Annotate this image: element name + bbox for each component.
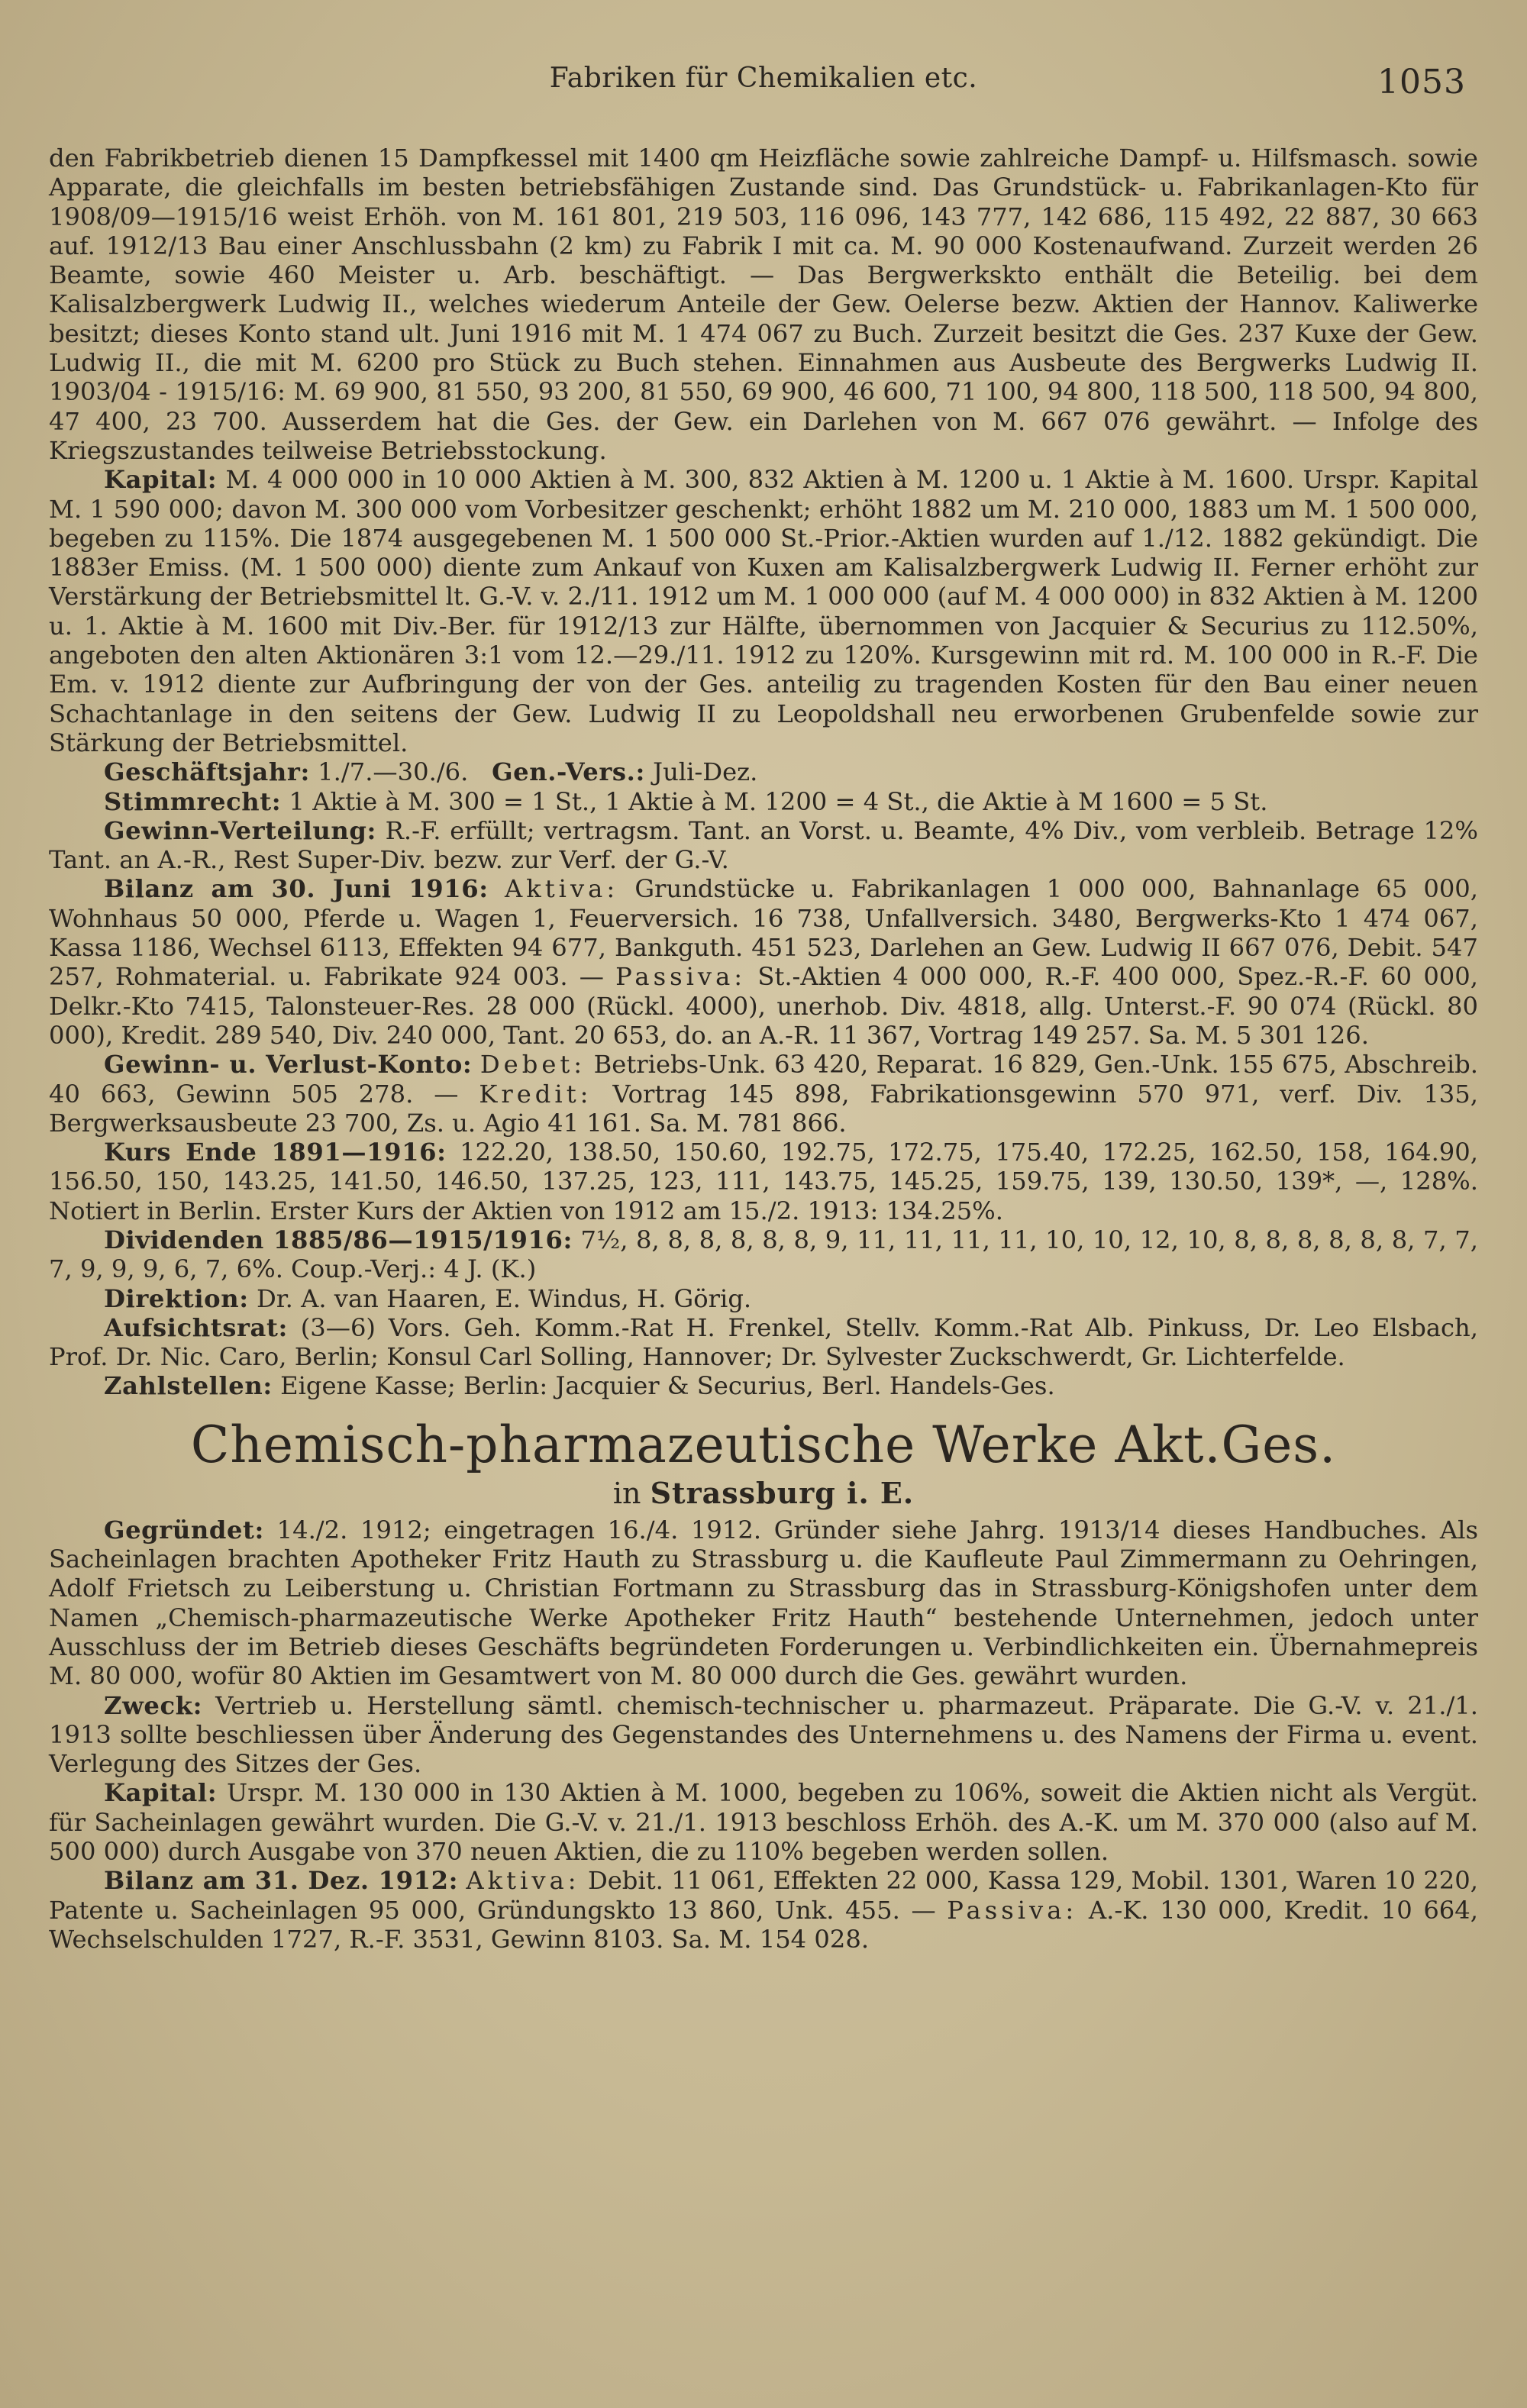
- entry1-stimmrecht: [49, 787, 1478, 816]
- entry2-passiva-text: A.-K. 130 000, Kredit. 10 664, Wechselschulden 1727, R.-F. 3531, Gewinn 8103. Sa. M. 154 028.: [49, 1895, 1478, 1954]
- debet-word: Debet:: [479, 1050, 586, 1080]
- company-place: [49, 1476, 1478, 1511]
- aufsichtsrat-label: Aufsichtsrat:: [104, 1312, 288, 1342]
- dividenden-label: Dividenden 1885/86—1915/1916:: [104, 1225, 573, 1254]
- direktion-label: Direktion:: [104, 1283, 249, 1313]
- genvers-label: Gen.-Vers.:: [492, 757, 645, 787]
- aufsichtsrat-text: (3—6) Vors. Geh. Komm.-Rat H. Frenkel, Stellv. Komm.-Rat Alb. Pinkuss, Dr. Leo Elsbach, Prof. Dr. Nic. Caro, Berlin; Konsul Carl Solling, Hannover; Dr. Sylvester Zuckschwerdt, Gr. Lichterfelde.: [49, 1312, 1478, 1372]
- bilanz-label: Bilanz am 30. Juni 1916:: [104, 874, 489, 904]
- entry2-bilanz: [49, 1866, 1478, 1954]
- entry2-zweck: [49, 1691, 1478, 1779]
- guv-label: Gewinn- u. Verlust-Konto:: [104, 1050, 473, 1080]
- entry1-bilanz: [49, 874, 1478, 1050]
- company-place-name: Strassburg i. E.: [650, 1475, 915, 1510]
- geschaeftsjahr-text: 1./7.—30./6.: [318, 757, 469, 787]
- geschaeftsjahr-label: Geschäftsjahr:: [104, 757, 310, 787]
- passiva-word: Passiva:: [615, 962, 747, 992]
- entry2-gegruendet: [49, 1515, 1478, 1691]
- zweck-label: Zweck:: [104, 1690, 203, 1720]
- zahlstellen-text: Eigene Kasse; Berlin: Jacquier & Securius, Berl. Handels-Ges.: [280, 1371, 1055, 1401]
- page-header: [49, 63, 1478, 116]
- entry1-dividenden: [49, 1225, 1478, 1284]
- entry2-aktiva-word: Aktiva:: [466, 1866, 580, 1896]
- stimmrecht-text: 1 Aktie à M. 300 = 1 St., 1 Aktie à M. 1200 = 4 St., die Aktie à M 1600 = 5 St.: [289, 786, 1268, 816]
- page-number: 1053: [1377, 63, 1466, 102]
- gewinnverteilung-label: Gewinn-Verteilung:: [104, 815, 376, 845]
- entry1-guv: [49, 1050, 1478, 1138]
- zahlstellen-label: Zahlstellen:: [104, 1371, 273, 1401]
- entry2-kapital: [49, 1778, 1478, 1866]
- gegruendet-label: Gegründet:: [104, 1515, 264, 1545]
- entry1-intro-text: den Fabrikbetrieb dienen 15 Dampfkessel mit 1400 qm Heizfläche sowie zahlreiche Dampf- u. Hilfsmasch. sowie Apparate, die gleichfalls im besten betriebsfähigen Zustande sind. Das Grundstück- u. Fabrikanlagen-Kto für 1908/09—1915/16 weist Erhöh. von M. 161 801, 219 503, 116 096, 143 777, 142 686, 115 492, 22 887, 30 663 auf. 1912/13 Bau einer Anschlussbahn (2 km) zu Fabrik I mit ca. M. 90 000 Kostenaufwand. Zurzeit werden 26 Beamte, sowie 460 Meister u. Arb. beschäftigt. — Das Bergwerksktο enthält die Beteilig. bei dem Kalisalzbergwerk Ludwig II., welches wiederum Anteile der Gew. Oelerse bezw. Aktien der Hannov. Kaliwerke besitzt; dieses Konto stand ult. Juni 1916 mit M. 1 474 067 zu Buch. Zurzeit besitzt die Ges. 237 Kuxe der Gew. Ludwig II., die mit M. 6200 pro Stück zu Buch stehen. Einnahmen aus Ausbeute des Bergwerks Ludwig II. 1903/04 - 1915/16: M. 69 900, 81 550, 93 200, 81 550, 69 900, 46 600, 71 100, 94 800, 118 500, 118 500, 94 800, 47 400, 23 700. Ausserdem hat die Ges. der Gew. ein Darlehen von M. 667 076 gewährt. — Infolge des Kriegszustandes teilweise Betriebsstockung.: [49, 144, 1478, 465]
- company-title: Chemisch-pharmazeutische Werke Akt.Ges.: [190, 1415, 1337, 1474]
- entry1-geschaeftsjahr: [49, 757, 1478, 786]
- entry2-aktiva-text: Debit. 11 061, Effekten 22 000, Kassa 129, Mobil. 1301, Waren 10 220, Patente u. Sacheinlagen 95 000, Gründungskto 13 860, Unk. 455. —: [49, 1866, 1478, 1925]
- entry1-intro: [49, 144, 1478, 465]
- dividenden-text: 7½, 8, 8, 8, 8, 8, 8, 9, 11, 11, 11, 11, 10, 10, 12, 10, 8, 8, 8, 8, 8, 8, 7, 7, 7, 9, 9, 9, 6, 7, 6%. Coup.-Verj.: 4 J. (K.): [49, 1225, 1479, 1284]
- genvers-text: Juli-Dez.: [653, 757, 758, 787]
- direktion-text: Dr. A. van Haaren, E. Windus, H. Görig.: [256, 1283, 752, 1313]
- kredit-text: Vortrag 145 898, Fabrikationsgewinn 570 971, verf. Div. 135, Bergwerksausbeute 23 700, Zs. u. Agio 41 161. Sa. M. 781 866.: [49, 1079, 1478, 1138]
- gewinnverteilung-text: R.-F. erfüllt; vertragsm. Tant. an Vorst. u. Beamte, 4% Div., vom verbleib. Betrage 12% Tant. an A.-R., Rest Super-Div. bezw. zur Verf. der G.-V.: [49, 815, 1478, 875]
- entry2-bilanz-label: Bilanz am 31. Dez. 1912:: [104, 1866, 459, 1896]
- running-title: Fabriken für Chemikalien etc.: [549, 63, 978, 94]
- kurs-text: 122.20, 138.50, 150.60, 192.75, 172.75, 175.40, 172.25, 162.50, 158, 164.90, 156.50, 150, 143.25, 141.50, 146.50, 137.25, 123, 111, 143.75, 145.25, 159.75, 139, 130.50, 139*, —, 128%. Notiert in Berlin. Erster Kurs der Aktien von 1912 am 15./2. 1913: 134.25%.: [49, 1138, 1478, 1225]
- entry1-kurs: [49, 1138, 1478, 1225]
- entry1-kapital: [49, 465, 1478, 757]
- entry1-zahlstellen: [49, 1371, 1478, 1400]
- entry1-aufsichtsrat: [49, 1313, 1478, 1372]
- entry2-kapital-text: Urspr. M. 130 000 in 130 Aktien à M. 1000, begeben zu 106%, soweit die Aktien nicht als Vergüt. für Sacheinlagen gewährt wurden. Die G.-V. v. 21./1. 1913 beschloss Erhöh. des A.-K. um M. 370 000 (also auf M. 500 000) durch Ausgabe von 370 neuen Aktien, die zu 110% begeben werden sollen.: [49, 1778, 1479, 1867]
- debet-text: Betriebs-Unk. 63 420, Reparat. 16 829, Gen.-Unk. 155 675, Abschreib. 40 663, Gewinn 505 278. —: [49, 1050, 1478, 1109]
- kurs-label: Kurs Ende 1891—1916:: [104, 1138, 447, 1167]
- entry2-kapital-label: Kapital:: [104, 1778, 218, 1808]
- page-body: [49, 144, 1478, 1954]
- passiva-text: St.-Aktien 4 000 000, R.-F. 400 000, Spez.-R.-F. 60 000, Delkr.-Kto 7415, Talonsteuer-Res. 28 000 (Rückl. 4000), unerhob. Div. 4818, allg. Unterst.-F. 90 074 (Rückl. 80 000), Kredit. 289 540, Div. 240 000, Tant. 20 653, do. an A.-R. 11 367, Vortrag 149 257. Sa. M. 5 301 126.: [49, 962, 1478, 1050]
- company-place-prefix: in: [612, 1476, 641, 1510]
- kapital-label: Kapital:: [104, 465, 218, 495]
- aktiva-text: Grundstücke u. Fabrikanlagen 1 000 000, Bahnanlage 65 000, Wohnhaus 50 000, Pferde u. Wagen 1, Feuerversich. 16 738, Unfallversich. 3480, Bergwerks-Kto 1 474 067, Kassa 1186, Wechsel 6113, Effekten 94 677, Bankguth. 451 523, Darlehen an Gew. Ludwig II 667 076, Debit. 547 257, Rohmaterial. u. Fabrikate 924 003. —: [49, 874, 1479, 992]
- entry1-gewinnverteilung: [49, 816, 1478, 875]
- entry2-passiva-word: Passiva:: [947, 1895, 1078, 1925]
- kredit-word: Kredit:: [479, 1079, 592, 1109]
- aktiva-word: Aktiva:: [504, 874, 619, 904]
- entry1-direktion: [49, 1284, 1478, 1313]
- kapital-text: M. 4 000 000 in 10 000 Aktien à M. 300, 832 Aktien à M. 1200 u. 1 Aktie à M. 1600. Urspr. Kapital M. 1 590 000; davon M. 300 000 vom Vorbesitzer geschenkt; erhöht 1882 um M. 210 000, 1883 um M. 1 500 000, begeben zu 115%. Die 1874 ausgegebenen M. 1 500 000 St.-Prior.-Aktien wurden auf 1./12. 1882 gekündigt. Die 1883er Emiss. (M. 1 500 000) diente zum Ankauf von Kuxen am Kalisalzbergwerk Ludwig II. Ferner erhöht zur Verstärkung der Betriebsmittel lt. G.-V. v. 2./11. 1912 um M. 1 000 000 (auf M. 4 000 000) in 832 Aktien à M. 1200 u. 1. Aktie à M. 1600 mit Div.-Ber. für 1912/13 zur Hälfte, übernommen von Jacquier & Securius zu 112.50%, angeboten den alten Aktionären 3:1 vom 12.—29./11. 1912 zu 120%. Kursgewinn mit rd. M. 100 000 in R.-F. Die Em. v. 1912 diente zur Aufbringung der von der Ges. anteilig zu tragenden Kosten für den Bau einer neuen Schachtanlage in den seitens der Gew. Ludwig II zu Leopoldshall neu erworbenen Grubenfelde sowie zur Stärkung der Betriebsmittel.: [49, 465, 1478, 757]
- stimmrecht-label: Stimmrecht:: [104, 786, 282, 816]
- gegruendet-text: 14./2. 1912; eingetragen 16./4. 1912. Gründer siehe Jahrg. 1913/14 dieses Handbuches. Als Sacheinlagen brachten Apotheker Fritz Hauth zu Strassburg u. die Kaufleute Paul Zimmermann zu Oehringen, Adolf Frietsch zu Leiberstung u. Christian Fortmann zu Strassburg das in Strassburg-Königshofen unter dem Namen „Chemisch-pharmazeutische Werke Apotheker Fritz Hauth“ bestehende Unternehmen, jedoch unter Ausschluss der im Betrieb dieses Geschäfts begründeten Forderungen u. Verbindlichkeiten ein. Übernahmepreis M. 80 000, wofür 80 Aktien im Gesamtwert von M. 80 000 durch die Ges. gewährt wurden.: [49, 1515, 1478, 1691]
- zweck-text: Vertrieb u. Herstellung sämtl. chemisch-technischer u. pharmazeut. Präparate. Die G.-V. v. 21./1. 1913 sollte beschliessen über Änderung des Gegenstandes des Unternehmens u. des Namens der Firma u. event. Verlegung des Sitzes der Ges.: [49, 1690, 1479, 1779]
